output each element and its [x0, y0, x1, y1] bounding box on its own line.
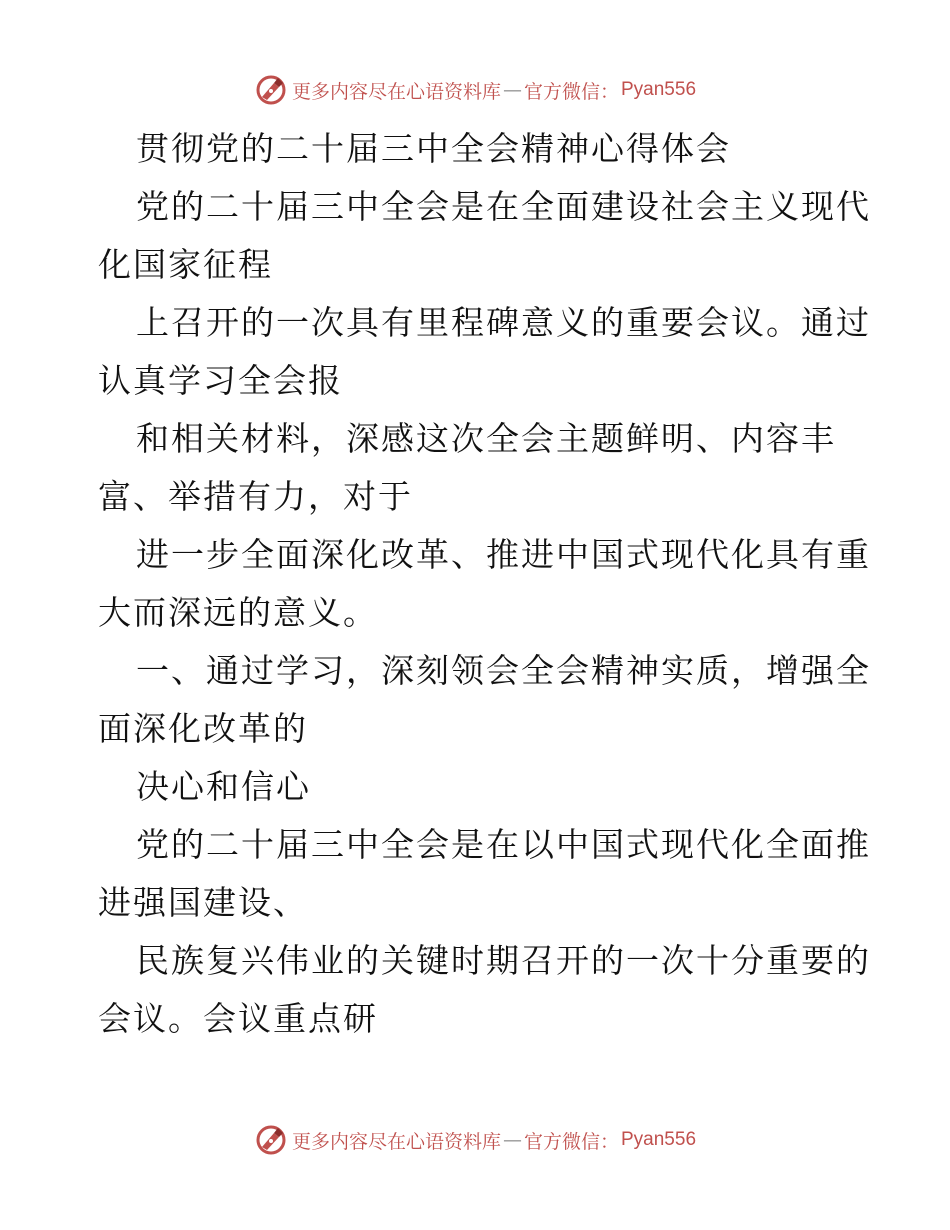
- document-body: [98, 120, 871, 1048]
- text-line: 一、通过学习，深刻领会全会精神实质，增强全: [136, 651, 871, 690]
- text-line: 进强国建设、: [98, 883, 308, 922]
- footer-separator: —: [502, 1129, 522, 1151]
- text-line: 贯彻党的二十届三中全会精神心得体会: [136, 129, 731, 168]
- footer-wechat-id: Pyan556: [621, 1129, 697, 1150]
- text-line: 大而深远的意义。: [98, 593, 378, 632]
- text-line: 面深化改革的: [98, 709, 308, 748]
- text-line: 富、举措有力，对于: [98, 477, 413, 516]
- header-brand-text: 更多内容尽在心语资料库: [291, 80, 501, 103]
- text-line: 和相关材料，深感这次全会主题鲜明、内容丰: [136, 419, 836, 458]
- pen-nib-circle-icon: [254, 1123, 288, 1157]
- text-line: 党的二十届三中全会是在全面建设社会主义现代: [136, 187, 871, 226]
- text-line: 上召开的一次具有里程碑意义的重要会议。通过: [136, 303, 871, 342]
- header-wechat-id: Pyan556: [621, 79, 697, 100]
- footer-wechat-label: 官方微信：: [523, 1130, 619, 1153]
- text-line: 认真学习全会报: [98, 361, 343, 400]
- text-line: 进一步全面深化改革、推进中国式现代化具有重: [136, 535, 871, 574]
- header-separator: —: [502, 79, 522, 101]
- text-line: 会议。会议重点研: [98, 999, 378, 1038]
- text-line: 党的二十届三中全会是在以中国式现代化全面推: [136, 825, 871, 864]
- text-line: 决心和信心: [136, 767, 311, 806]
- footer-brand-text: 更多内容尽在心语资料库: [291, 1130, 501, 1153]
- pen-nib-circle-icon: [254, 73, 288, 107]
- text-line: 化国家征程: [98, 245, 273, 284]
- header-banner: [0, 70, 950, 110]
- text-line: 民族复兴伟业的关键时期召开的一次十分重要的: [136, 941, 871, 980]
- footer-banner: [0, 1120, 950, 1160]
- header-wechat-label: 官方微信：: [523, 80, 619, 103]
